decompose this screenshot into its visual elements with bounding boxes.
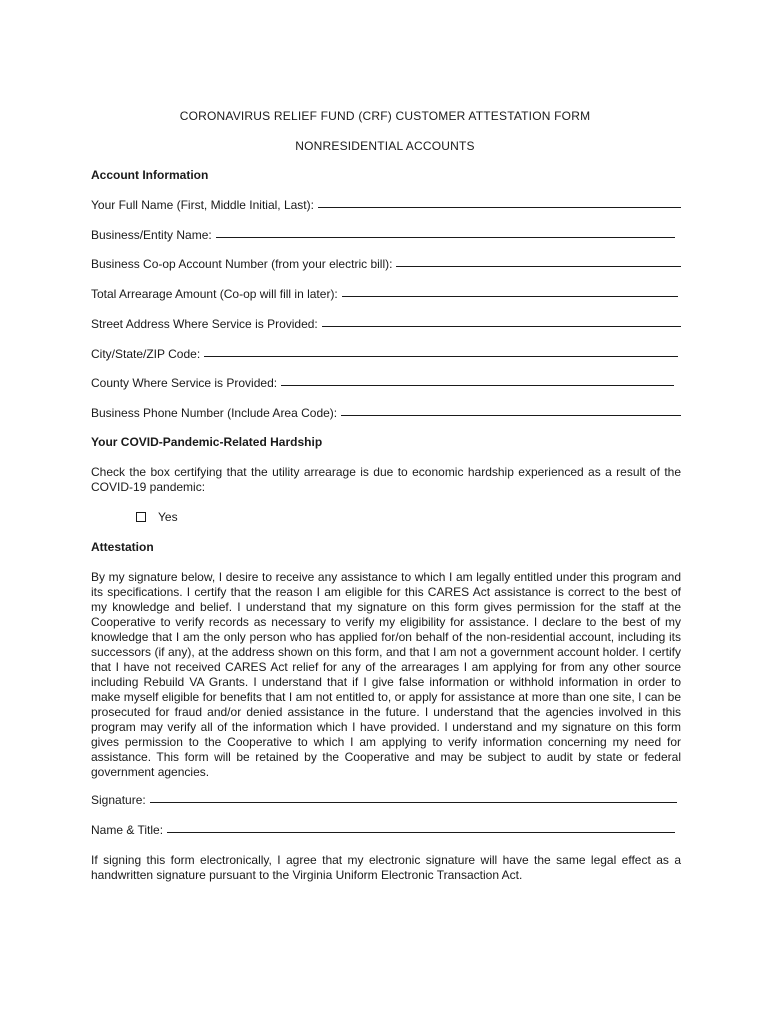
business-phone-input-line[interactable]: [341, 414, 681, 416]
account-information-heading: Account Information: [91, 168, 209, 182]
city-state-zip-input-line[interactable]: [204, 355, 678, 357]
business-name-field[interactable]: [91, 228, 675, 242]
city-state-zip-label: City/State/ZIP Code:: [91, 347, 201, 361]
name-title-label: Name & Title:: [91, 823, 164, 837]
signature-input-line[interactable]: [150, 801, 677, 803]
county-label: County Where Service is Provided:: [91, 376, 278, 390]
full-name-input-line[interactable]: [318, 206, 681, 208]
county-field[interactable]: [91, 376, 674, 390]
street-address-label: Street Address Where Service is Provided:: [91, 317, 318, 331]
attestation-text: By my signature below, I desire to receive any assistance to which I am legally entitled under this program and its specifications. I certify that the reason I am eligible for this CARES Act assistance is correct to the best of my knowledge and belief. I understand that my signature on this form gives permission for the staff at the Cooperative to verify records as necessary to verify my eligibility for assistance. I declare to the best of my knowledge that I am the only person who has applied for/on behalf of the non-residential account, including its successors (if any), at the address shown on this form, and that I am not a government account holder. I certify that I have not received CARES Act relief for any of the arrearages I am applying for from any other source including Rebuild VA Grants. I understand that if I give false information or withhold information in order to make myself eligible for benefits that I am not entitled to, or apply for assistance at more than one site, I can be prosecuted for fraud and/or denied assistance in the future. I understand that the agencies involved in this program may verify all of the information which I have provided. I understand and my signature on this form gives permission to the Cooperative to which I am applying to verify information concerning my need for assistance. This form will be retained by the Cooperative and may be subject to audit by state or federal government agencies.: [91, 570, 681, 779]
county-input-line[interactable]: [281, 384, 674, 386]
account-number-label: Business Co-op Account Number (from your electric bill):: [91, 257, 393, 271]
full-name-label: Your Full Name (First, Middle Initial, Last):: [91, 198, 314, 212]
full-name-field[interactable]: [91, 198, 681, 212]
business-name-input-line[interactable]: [216, 236, 675, 238]
arrearage-amount-field[interactable]: [91, 287, 678, 301]
signature-label: Signature:: [91, 793, 146, 807]
arrearage-amount-input-line[interactable]: [342, 295, 678, 297]
hardship-yes-checkbox[interactable]: [136, 512, 146, 522]
hardship-yes-option[interactable]: [136, 510, 178, 524]
street-address-input-line[interactable]: [322, 325, 681, 327]
arrearage-amount-label: Total Arrearage Amount (Co-op will fill in later):: [91, 287, 338, 301]
hardship-yes-label: Yes: [158, 510, 178, 524]
form-subtitle: NONRESIDENTIAL ACCOUNTS: [295, 139, 475, 153]
business-phone-label: Business Phone Number (Include Area Code):: [91, 406, 338, 420]
hardship-instruction: Check the box certifying that the utility arrearage is due to economic hardship experienced as a result of the COVID-19 pandemic:: [91, 465, 681, 494]
street-address-field[interactable]: [91, 317, 681, 331]
attestation-heading: Attestation: [91, 540, 154, 554]
city-state-zip-field[interactable]: [91, 347, 678, 361]
account-number-field[interactable]: [91, 257, 681, 271]
esign-note: If signing this form electronically, I agree that my electronic signature will have the same legal effect as a handwritten signature pursuant to the Virginia Uniform Electronic Transaction Act.: [91, 853, 681, 882]
name-title-field[interactable]: [91, 823, 675, 837]
form-title: CORONAVIRUS RELIEF FUND (CRF) CUSTOMER ATTESTATION FORM: [179, 109, 591, 123]
name-title-input-line[interactable]: [167, 831, 675, 833]
business-phone-field[interactable]: [91, 406, 681, 420]
hardship-heading: Your COVID-Pandemic-Related Hardship: [91, 435, 323, 449]
business-name-label: Business/Entity Name:: [91, 228, 212, 242]
signature-field[interactable]: [91, 793, 677, 807]
account-number-input-line[interactable]: [396, 265, 681, 267]
